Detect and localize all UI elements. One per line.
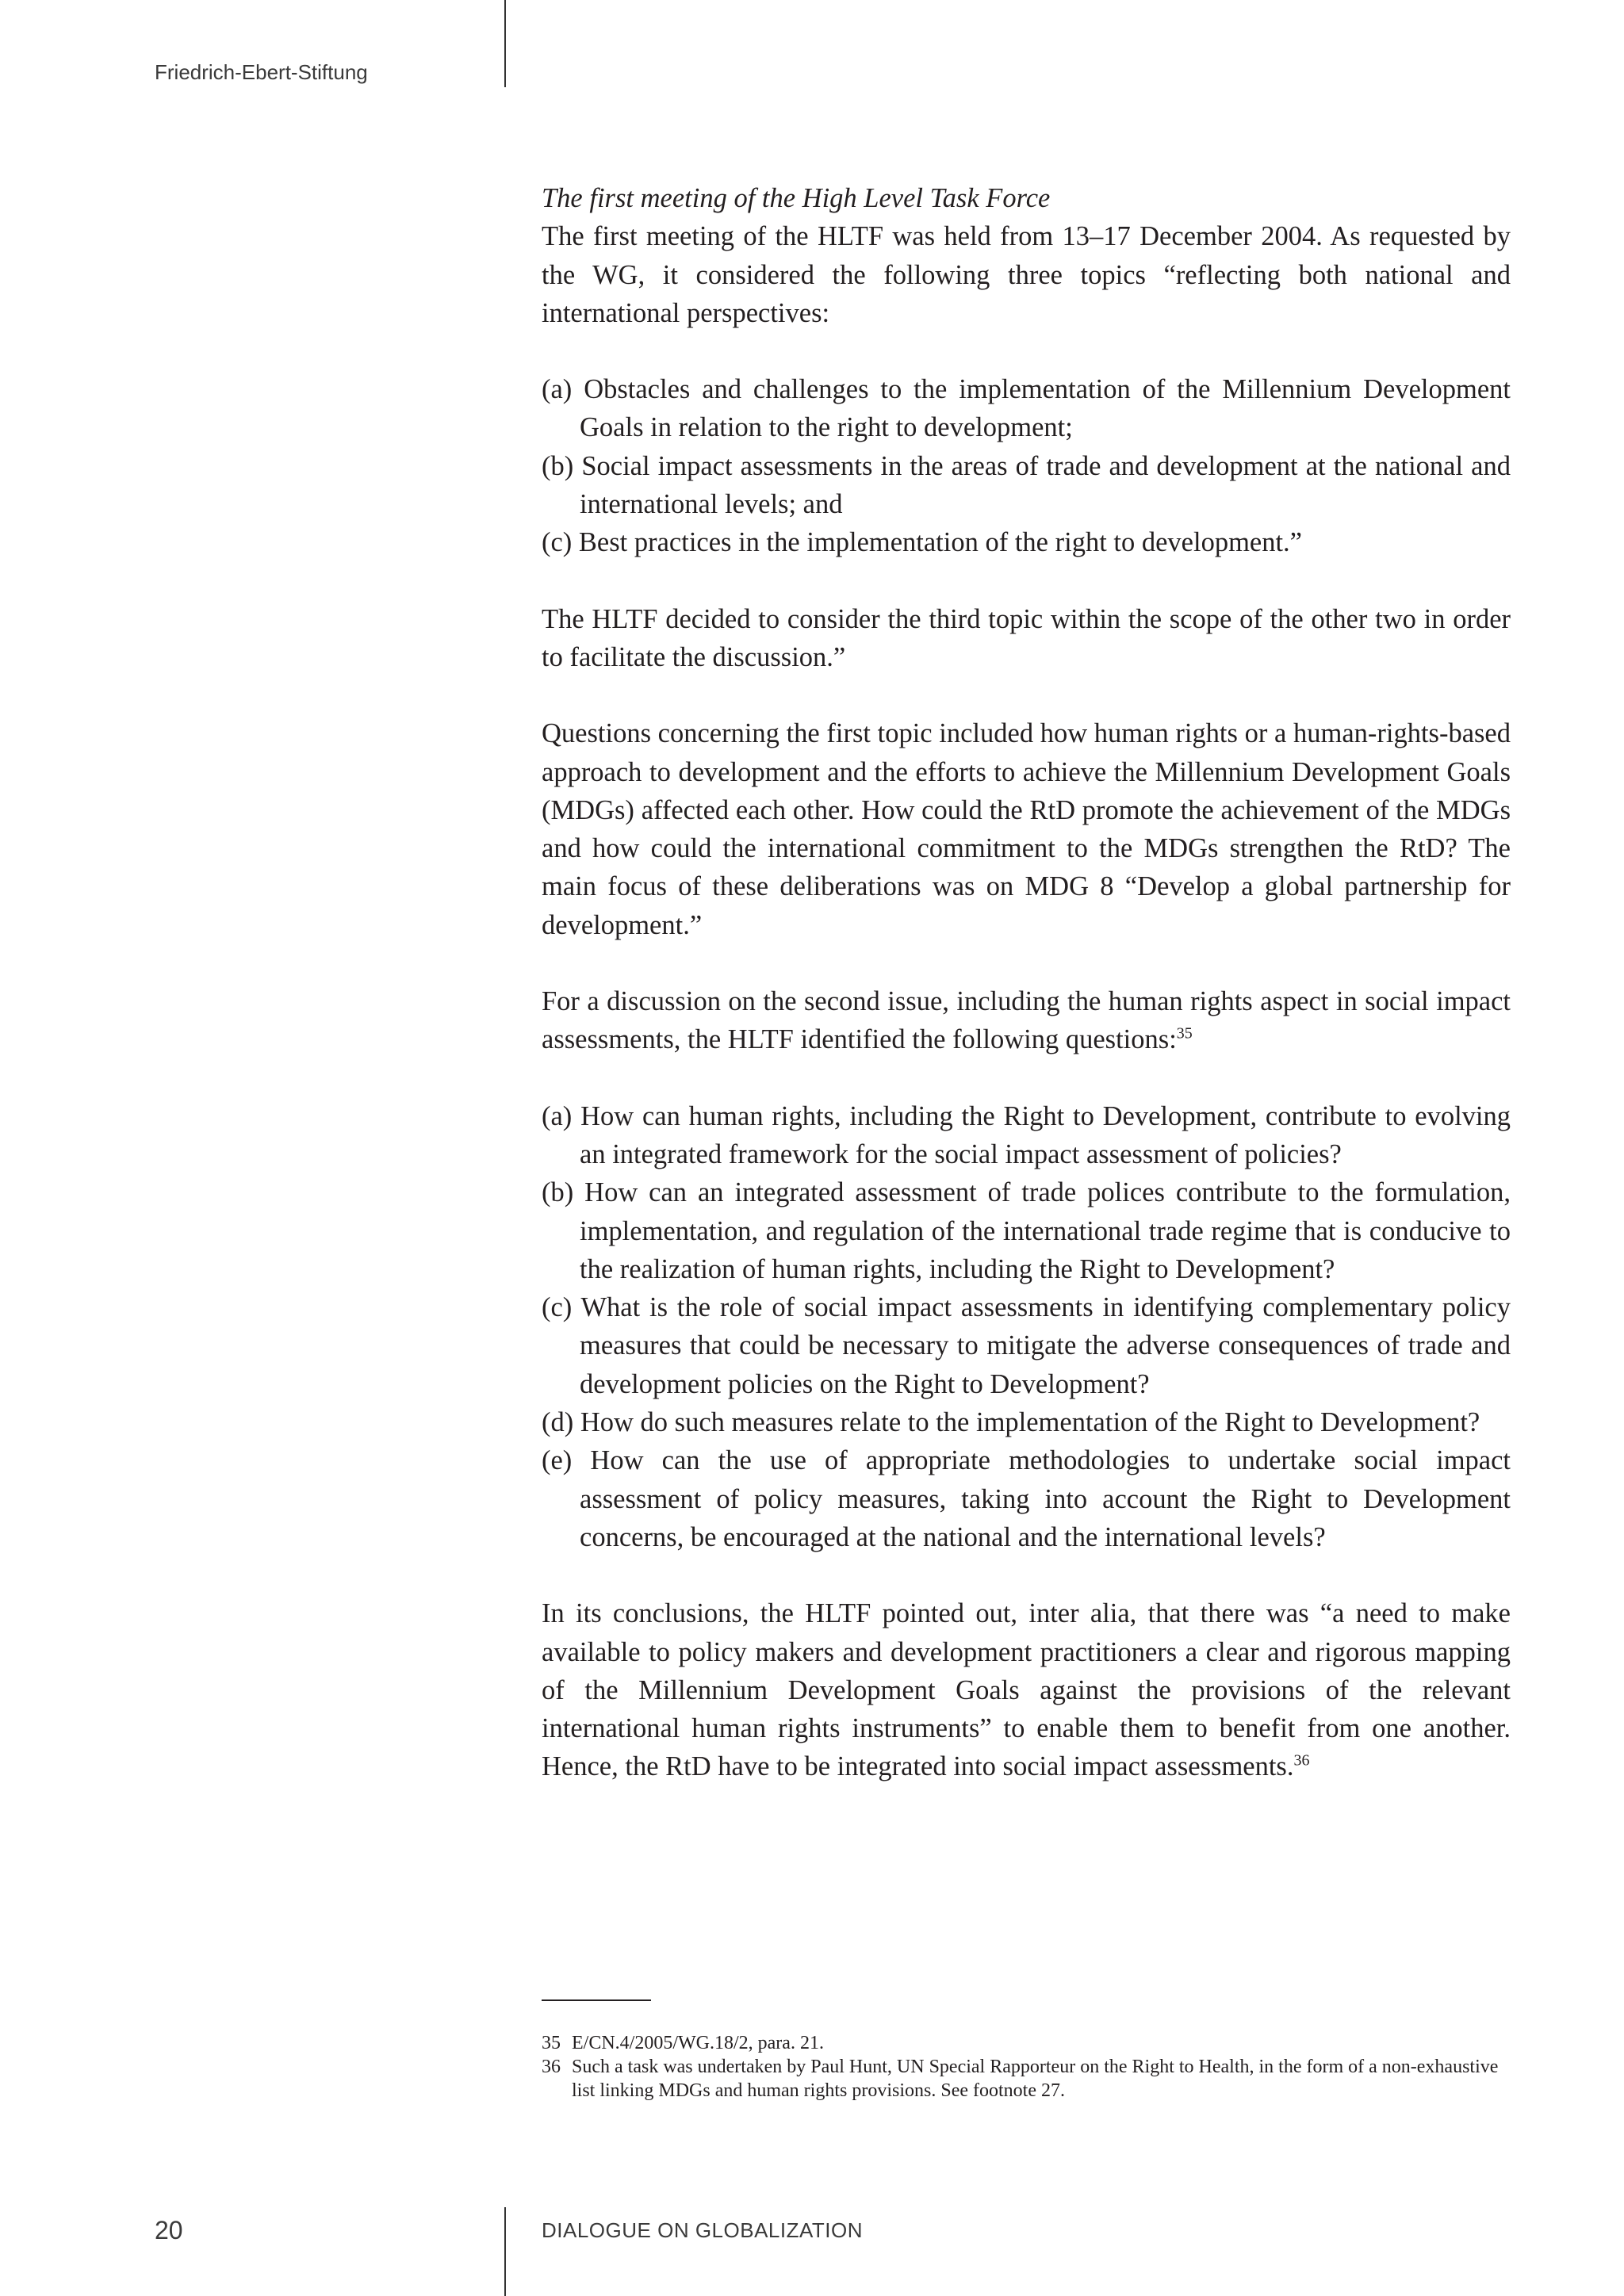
topics-list <box>542 370 1511 561</box>
list-item: (a) Obstacles and challenges to the implementation of the Millennium Development Goals in relation to the right to development; <box>542 374 1511 443</box>
footnote-text: Such a task was undertaken by Paul Hunt, UN Special Rapporteur on the Right to Health, in the form of a non-exhaustive list linking MDGs and human rights provisions. See footnote 27. <box>572 2057 1499 2101</box>
footer-vertical-rule <box>504 2207 506 2296</box>
paragraph-4 <box>542 982 1511 1059</box>
paragraph-4-text: For a discussion on the second issue, including the human rights aspect in social impact assessments, the HLTF identified the following questions: <box>542 986 1511 1055</box>
list-item: (a) How can human rights, including the Right to Development, contribute to evolving an integrated framework for the social impact assessment of policies? <box>542 1100 1511 1169</box>
footnote-number: 35 <box>542 2033 561 2053</box>
list-item: (e) How can the use of appropriate methodologies to undertake social impact assessment of policy measures, taking into account the Right to Development concerns, be encouraged at the national and the international levels? <box>542 1445 1511 1552</box>
list-item: (c) What is the role of social impact assessments in identifying complementary policy measures that could be necessary to mitigate the adverse consequences of trade and development policies on the Right to Development? <box>542 1292 1511 1399</box>
footnote-text: E/CN.4/2005/WG.18/2, para. 21. <box>572 2033 824 2053</box>
paragraph-2: The HLTF decided to consider the third topic within the scope of the other two in order to facilitate the discussion.” <box>542 603 1511 672</box>
footnote-ref-36: 36 <box>1293 1751 1310 1770</box>
footnote-35 <box>542 2031 1511 2055</box>
list-item: (d) How do such measures relate to the implementation of the Right to Development? <box>542 1407 1480 1438</box>
paragraph-5 <box>542 1594 1511 1785</box>
footnote-ref-35: 35 <box>1176 1024 1193 1043</box>
paragraph-1: The first meeting of the HLTF was held from 13–17 December 2004. As requested by the WG, it considered the following three topics “reflecting both national and international perspectives: <box>542 221 1511 328</box>
questions-list <box>542 1097 1511 1557</box>
footnote-separator <box>542 1999 651 2001</box>
list-item: (b) How can an integrated assessment of trade polices contribute to the formulation, implementation, and regulation of the international trade regime that is conducive to the realization of human rights, including the Right to Development? <box>542 1177 1511 1284</box>
main-content <box>542 179 1511 1786</box>
page-number: 20 <box>155 2216 183 2244</box>
paragraph-5-text: In its conclusions, the HLTF pointed out, inter alia, that there was “a need to make available to policy makers and development practitioners a clear and rigorous mapping of the Millennium Development Goals against the provisions of the relevant international human rights instruments” to enable them to benefit from one another. Hence, the RtD have to be integrated into social impact assessments. <box>542 1598 1511 1782</box>
list-item: (c) Best practices in the implementation of the right to development.” <box>542 527 1302 558</box>
footnote-number: 36 <box>542 2057 561 2077</box>
paragraph-3: Questions concerning the first topic included how human rights or a human-rights-based approach to development and the efforts to achieve the Millennium Development Goals (MDGs) affected each other. How could the RtD promote the achievement of the MDGs and how could the international commitment to the MDGs strengthen the RtD? The main focus of these deliberations was on MDG 8 “Develop a global partnership for development.” <box>542 718 1511 940</box>
footnote-36 <box>542 2055 1511 2103</box>
list-item: (b) Social impact assessments in the areas of trade and development at the national and international levels; and <box>542 450 1511 520</box>
header-vertical-rule <box>504 0 506 87</box>
footer-series-title: DIALOGUE ON GLOBALIZATION <box>542 2218 863 2242</box>
header-organization: Friedrich-Ebert-Stiftung <box>155 60 368 84</box>
section-heading: The first meeting of the High Level Task Force <box>542 183 1051 213</box>
footnotes <box>542 2031 1511 2103</box>
